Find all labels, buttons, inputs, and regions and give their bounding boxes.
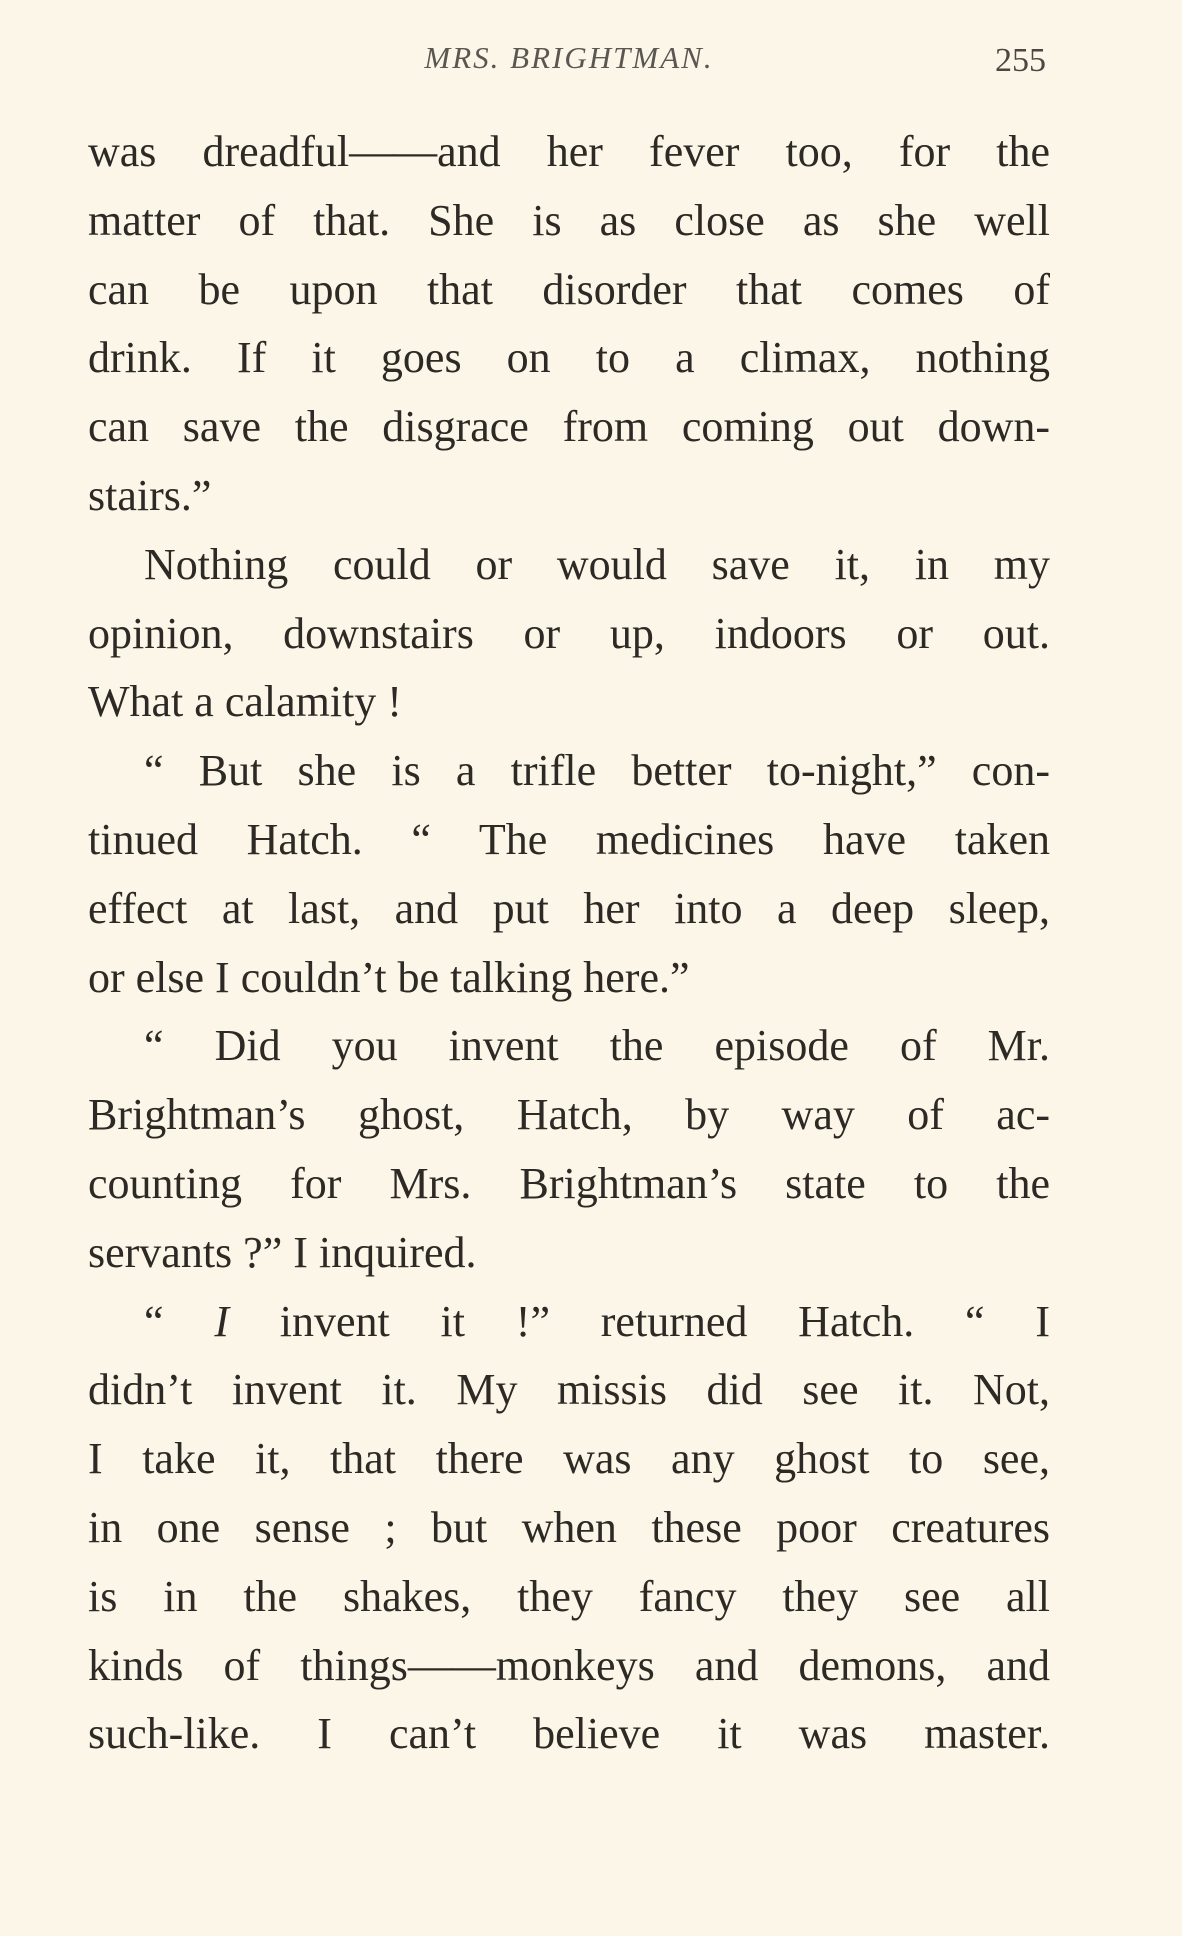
text-line: matter of that. She is as close as she well — [88, 195, 1050, 245]
text-line: servants ?” I inquired. — [88, 1227, 477, 1277]
text-line: can save the disgrace from coming out down- — [88, 402, 1050, 452]
text-line: Nothing could or would save it, in my — [144, 539, 1050, 589]
text-line: kinds of things——monkeys and demons, and — [88, 1640, 1050, 1690]
page-number: 255 — [995, 42, 1046, 79]
text-line: counting for Mrs. Brightman’s state to the — [88, 1158, 1050, 1208]
text-line: didn’t invent it. My missis did see it. Not, — [88, 1365, 1050, 1415]
text-line: effect at last, and put her into a deep sleep, — [88, 883, 1050, 933]
text-line: drink. If it goes on to a climax, nothing — [88, 333, 1050, 383]
text-line: is in the shakes, they fancy they see all — [88, 1571, 1050, 1621]
text-line: was dreadful——and her fever too, for the — [88, 127, 1050, 176]
italic-word: I — [214, 1296, 229, 1346]
running-head — [88, 36, 1050, 86]
text-line: “ But she is a trifle better to-night,” con- — [144, 746, 1050, 796]
text-line — [88, 1288, 1050, 1357]
running-title: MRS. BRIGHTMAN. — [424, 40, 714, 75]
text-line: opinion, downstairs or up, indoors or out. — [88, 608, 1050, 658]
text-line: or else I couldn’t be talking here.” — [88, 952, 690, 1002]
body-text — [88, 118, 1050, 1769]
text-line: such-like. I can’t believe it was master. — [88, 1709, 1050, 1759]
text-segment: invent it !” returned Hatch. “ I — [228, 1296, 1050, 1346]
text-line: “ Did you invent the episode of Mr. — [144, 1021, 1050, 1071]
text-segment: “ — [144, 1296, 215, 1346]
text-line: stairs.” — [88, 470, 212, 520]
text-line: What a calamity ! — [88, 677, 402, 727]
text-line: can be upon that disorder that comes of — [88, 264, 1050, 314]
text-line: I take it, that there was any ghost to see, — [88, 1434, 1050, 1484]
text-line: tinued Hatch. “ The medicines have taken — [88, 814, 1050, 864]
text-line: in one sense ; but when these poor creatures — [88, 1502, 1050, 1552]
text-line: Brightman’s ghost, Hatch, by way of ac- — [88, 1090, 1050, 1140]
